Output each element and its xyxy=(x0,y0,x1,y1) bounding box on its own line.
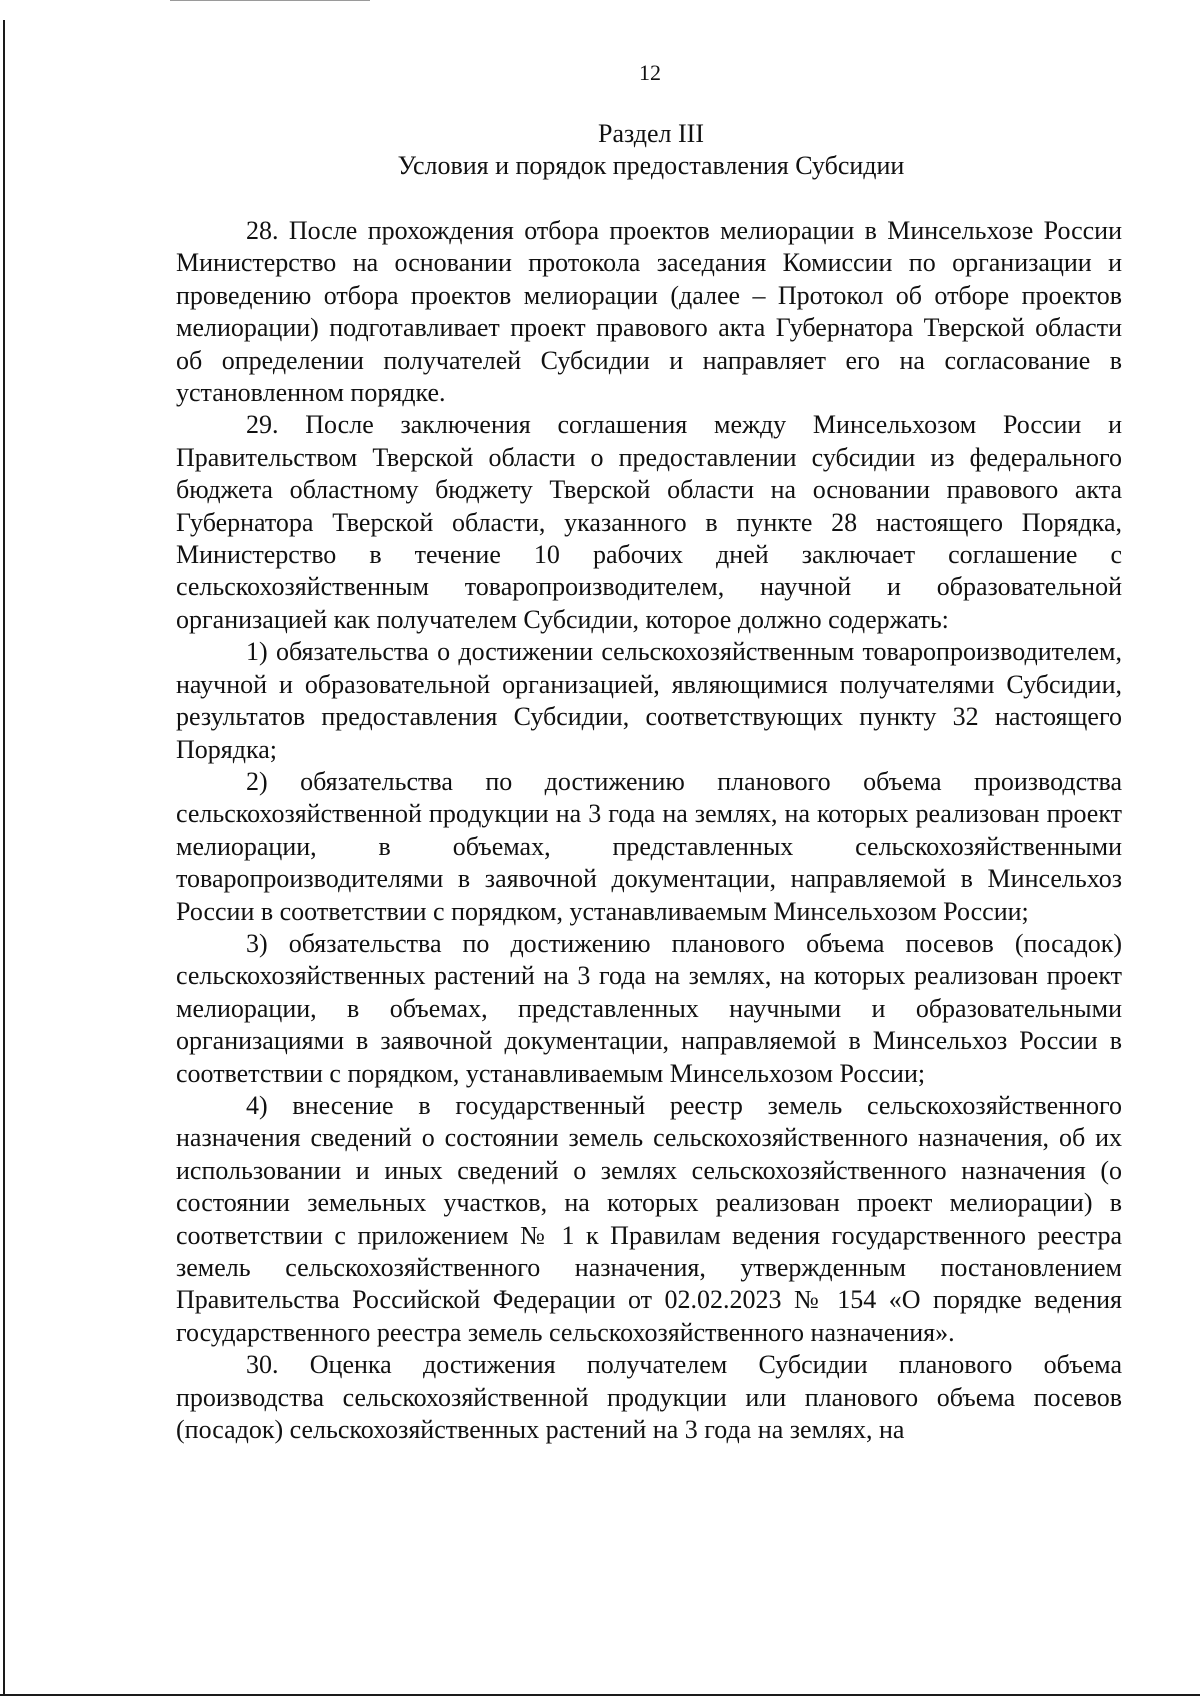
list-item-4: 4) внесение в государственный реестр земель сельскохозяйственного назначения сведений о состоянии земель сельскохозяйственного назначения, об их использовании и иных сведений о землях сельскохозяйственного назначения (о состоянии земельных участков, на которых реализован проект мелиорации) в соответствии с приложением № 1 к Правилам ведения государственного реестра земель сельскохозяйственного назначения, утвержденным постановлением Правительства Российской Федерации от 02.02.2023 № 154 «О порядке ведения государственного реестра земель сельскохозяйственного назначения». xyxy=(176,1090,1122,1347)
list-item-2: 2) обязательства по достижению планового объема производства сельскохозяйственной продукции на 3 года на землях, на которых реализован проект мелиорации, в объемах, представленных сельскохозяйственными товаропроизводителями в заявочной документации, направляемой в Минсельхоз России в соответствии с порядком, устанавливаемым Минсельхозом России; xyxy=(176,766,1122,926)
list-item-1: 1) обязательства о достижении сельскохозяйственным товаропроизводителем, научной и образовательной организацией, являющимися получателями Субсидии, результатов предоставления Субсидии, соответствующих пункту 32 настоящего Порядка; xyxy=(176,637,1122,764)
list-item-3: 3) обязательства по достижению планового объема посевов (посадок) сельскохозяйственных растений на 3 года на землях, на которых реализован проект мелиорации, в объемах, представленных научными и образовательными организациями в заявочной документации, направляемой в Минсельхоз России в соответствии с порядком, устанавливаемым Минсельхозом России; xyxy=(176,928,1122,1088)
section-title: Условия и порядок предоставления Субсидии xyxy=(397,151,905,180)
section-label: Раздел III xyxy=(597,119,705,148)
scan-edge-left xyxy=(3,20,5,1695)
scan-edge-top xyxy=(170,0,370,1)
paragraph-30: 30. Оценка достижения получателем Субсидии планового объема производства сельскохозяйственной продукции или планового объема посевов (посадок) сельскохозяйственных растений на 3 года на землях, на xyxy=(176,1350,1122,1445)
document-body xyxy=(176,215,1122,1446)
paragraph-29: 29. После заключения соглашения между Минсельхозом России и Правительством Тверской области о предоставлении субсидии из федерального бюджета областному бюджету Тверской области на основании правового акта Губернатора Тверской области, указанного в пункте 28 настоящего Порядка, Министерство в течение 10 рабочих дней заключает соглашение с сельскохозяйственным товаропроизводителем, научной и образовательной организацией как получателем Субсидии, которое должно содержать: xyxy=(176,410,1122,634)
scan-edge-bottom xyxy=(0,1694,1200,1696)
paragraph-28: 28. После прохождения отбора проектов мелиорации в Минсельхозе России Министерство на основании протокола заседания Комиссии по организации и проведению отбора проектов мелиорации (далее – Протокол об отборе проектов мелиорации) подготавливает проект правового акта Губернатора Тверской области об определении получателей Субсидии и направляет его на согласование в установленном порядке. xyxy=(176,216,1122,408)
page-number: 12 xyxy=(639,60,661,85)
